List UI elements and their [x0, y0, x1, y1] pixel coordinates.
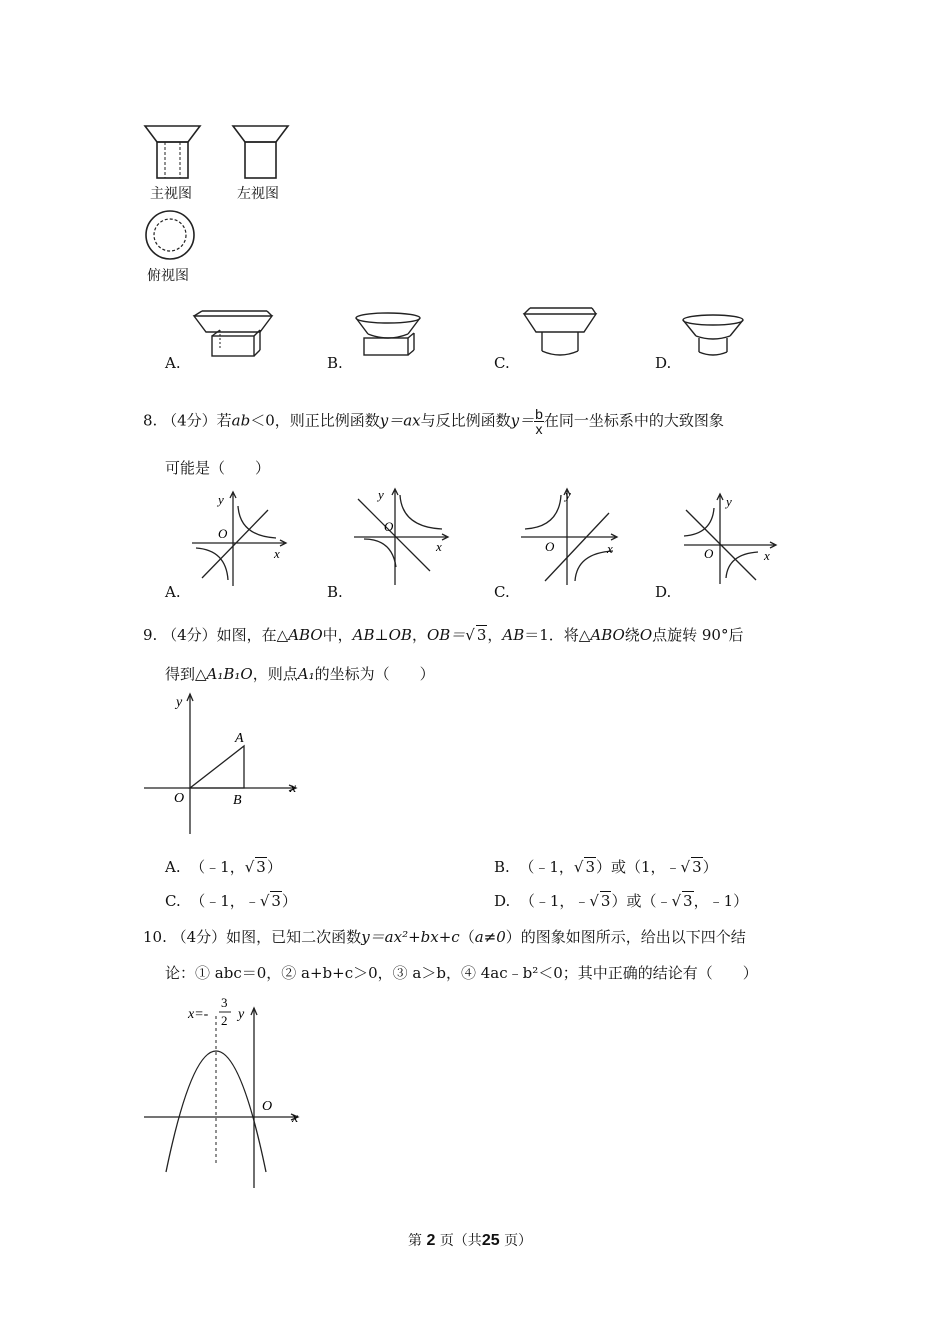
q8-graph-a [188, 488, 290, 588]
q9-opt-c-sqrt: 3 [271, 892, 281, 910]
q7-option-c: C. [494, 354, 510, 372]
q8-option-d: D. [655, 583, 672, 601]
q9-fig-o: O [174, 791, 185, 806]
top-view-label: 俯视图 [147, 268, 189, 284]
q8-c-axis-x: x [607, 541, 613, 556]
q7-option-a-figure [192, 308, 277, 364]
q10-stem-line2: 论：① abc＝0，② a+b+c＞0，③ a＞b，④ 4ac﹣b²＜0；其中正确的结论有（ ） [165, 964, 758, 982]
q9-text-c: ＝1．将△ [524, 626, 591, 644]
q9-opt-c-label: C. [165, 892, 181, 910]
q10-axis-num: 3 [221, 995, 228, 1010]
q8-b-axis-y: y [378, 487, 384, 502]
q9-opt-b-pre: （﹣1， [519, 858, 574, 876]
q8-graph-d [680, 490, 780, 586]
q9-opt-c-post: ） [281, 892, 297, 910]
q7-option-b-figure [354, 310, 424, 362]
q10-fig-o: O [262, 1099, 273, 1114]
q9-opt-b-mid: ）或（1，﹣ [596, 858, 681, 876]
q8-c-axis-y: y [565, 487, 571, 502]
q9-text-e: 点旋转 90°后 [652, 626, 744, 644]
q10-number: 10. [143, 928, 167, 946]
q9-option-d: D. （﹣1，﹣√ 3）或（﹣√ 3，﹣1） [494, 892, 749, 910]
footer-pre: 第 [408, 1233, 422, 1249]
q10-axis-label: x=- [188, 1007, 209, 1022]
q7-option-b: B. [327, 354, 343, 372]
q9-o: O [639, 626, 653, 644]
q8-a-origin: O [218, 526, 228, 541]
q8-graph-c [517, 485, 621, 587]
q9-a1: A₁ [297, 665, 315, 683]
q8-fraction [534, 407, 544, 436]
q8-frac-num: b [535, 406, 543, 422]
q9-opt-a-pre: （﹣1， [190, 858, 245, 876]
footer-page-number: 2 [426, 1232, 436, 1249]
left-view-drawing [233, 126, 288, 178]
q9-text-b: 中， [322, 626, 353, 644]
left-view-label: 左视图 [237, 186, 279, 202]
q9-option-c: C. （﹣1，﹣√ 3） [165, 892, 297, 910]
q7-option-d-figure [681, 312, 747, 362]
q9-opt-b-sqrt2: 3 [692, 858, 702, 876]
q9-opt-d-post: ，﹣1） [693, 892, 749, 910]
q9-sqrt3: 3 [476, 626, 487, 644]
q8-option-b: B. [327, 583, 343, 601]
q10-text-a: （4分）如图，已知二次函数 [171, 928, 362, 946]
q9-text-h: 的坐标为（ ） [314, 665, 435, 683]
q9-opt-c-pre: （﹣1，﹣ [190, 892, 260, 910]
q8-stem-line1 [143, 407, 724, 436]
q8-number: 8. [143, 411, 158, 430]
q9-opt-d-label: D. [494, 892, 511, 910]
q8-b-axis-x: x [436, 539, 442, 554]
q9-opt-d-sqrt2: 3 [683, 892, 693, 910]
q7-option-d: D. [655, 354, 672, 372]
q8-d-axis-x: x [764, 548, 770, 563]
q10-text-c: ）的图象如图所示，给出以下四个结 [505, 928, 746, 946]
q9-comma: ， [411, 626, 427, 644]
q9-text-d: 绕 [624, 626, 640, 644]
q9-opt-a-post: ） [266, 858, 282, 876]
q9-stem-line1: 9. （4分）如图，在△ABO中，AB⊥OB，OB＝√ 3，AB＝1．将△ABO绕O点旋转 90°后 [143, 626, 744, 644]
q9-opt-d-mid: ）或（﹣ [611, 892, 672, 910]
front-view-label: 主视图 [150, 186, 192, 202]
q8-frac-den: x [535, 421, 543, 437]
q9-opt-a-sqrt: 3 [256, 858, 266, 876]
q10-fig-x: x [292, 1111, 299, 1126]
footer-total-pages: 25 [481, 1232, 500, 1249]
q10-figure [140, 990, 305, 1190]
q9-fig-a: A [235, 731, 244, 746]
q8-f1: y＝ax [379, 411, 421, 430]
q8-d-axis-y: y [726, 494, 732, 509]
q8-mid: 与反比例函数 [420, 411, 511, 430]
q9-fig-b: B [233, 793, 242, 808]
q7-option-a: A. [165, 354, 181, 372]
footer-post: 页） [504, 1233, 533, 1249]
q8-option-a: A. [165, 583, 181, 601]
q10-parabola [166, 1051, 266, 1172]
q8-score: （4分）若 [162, 411, 232, 430]
q8-f2: y＝ [510, 411, 535, 430]
q8-stem-line2: 可能是（ ） [165, 459, 271, 477]
q9-stem-line2 [165, 663, 435, 684]
q9-opt-a-label: A. [165, 858, 181, 876]
q8-cond: ab [231, 411, 251, 430]
q10-text-b: （ [459, 928, 475, 946]
q10-cond: a≠0 [474, 928, 506, 946]
q9-fig-y: y [176, 695, 183, 710]
q8-cond-rest: ＜0，则正比例函数 [250, 411, 380, 430]
q9-opt-d-sqrt1: 3 [600, 892, 611, 910]
q9-opt-b-sqrt1: 3 [585, 858, 595, 876]
q9-ab-eq: AB [502, 626, 525, 644]
q9-text-f: 得到△ [165, 665, 207, 683]
q9-option-b: B. （﹣1，√ 3）或（1，﹣√ 3） [494, 858, 718, 876]
q9-option-a: A. （﹣1，√ 3） [165, 858, 282, 876]
q8-a-axis-x: x [274, 546, 280, 561]
q9-opt-b-post: ） [702, 858, 718, 876]
q8-option-c: C. [494, 583, 510, 601]
q9-abo2: ABO [590, 626, 625, 644]
q9-text-g: ，则点 [252, 665, 298, 683]
q8-a-axis-y: y [218, 492, 224, 507]
q10-stem-line1 [143, 926, 746, 947]
q8-graph-b [350, 485, 452, 587]
q8-tail: 在同一坐标系中的大致图象 [543, 411, 724, 430]
q10-func: y＝ax²+bx+c [361, 928, 460, 946]
q10-fig-y: y [238, 1007, 245, 1022]
q9-figure [140, 688, 305, 838]
q9-abo: ABO [288, 626, 323, 644]
page-footer [408, 1230, 532, 1250]
q9-comma2: ， [487, 626, 503, 644]
q8-b-origin: O [384, 519, 394, 534]
q9-fig-x: x [290, 781, 297, 796]
q9-ob-eq: OB＝ [426, 626, 466, 644]
q9-number: 9. [143, 626, 158, 644]
footer-mid: 页（共 [439, 1233, 482, 1249]
q9-opt-b-label: B. [494, 858, 510, 876]
q7-option-c-figure [520, 305, 600, 361]
q9-opt-d-pre: （﹣1，﹣ [519, 892, 590, 910]
q9-a1b1o: A₁B₁O [206, 665, 253, 683]
top-view-drawing [146, 211, 194, 259]
q9-text-a: （4分）如图，在△ [162, 626, 289, 644]
q10-axis-den: 2 [221, 1013, 228, 1028]
q8-c-origin: O [545, 539, 555, 554]
q8-d-origin: O [704, 546, 714, 561]
front-view-drawing [145, 126, 200, 178]
q9-ab-perp: AB⊥OB [352, 626, 412, 644]
